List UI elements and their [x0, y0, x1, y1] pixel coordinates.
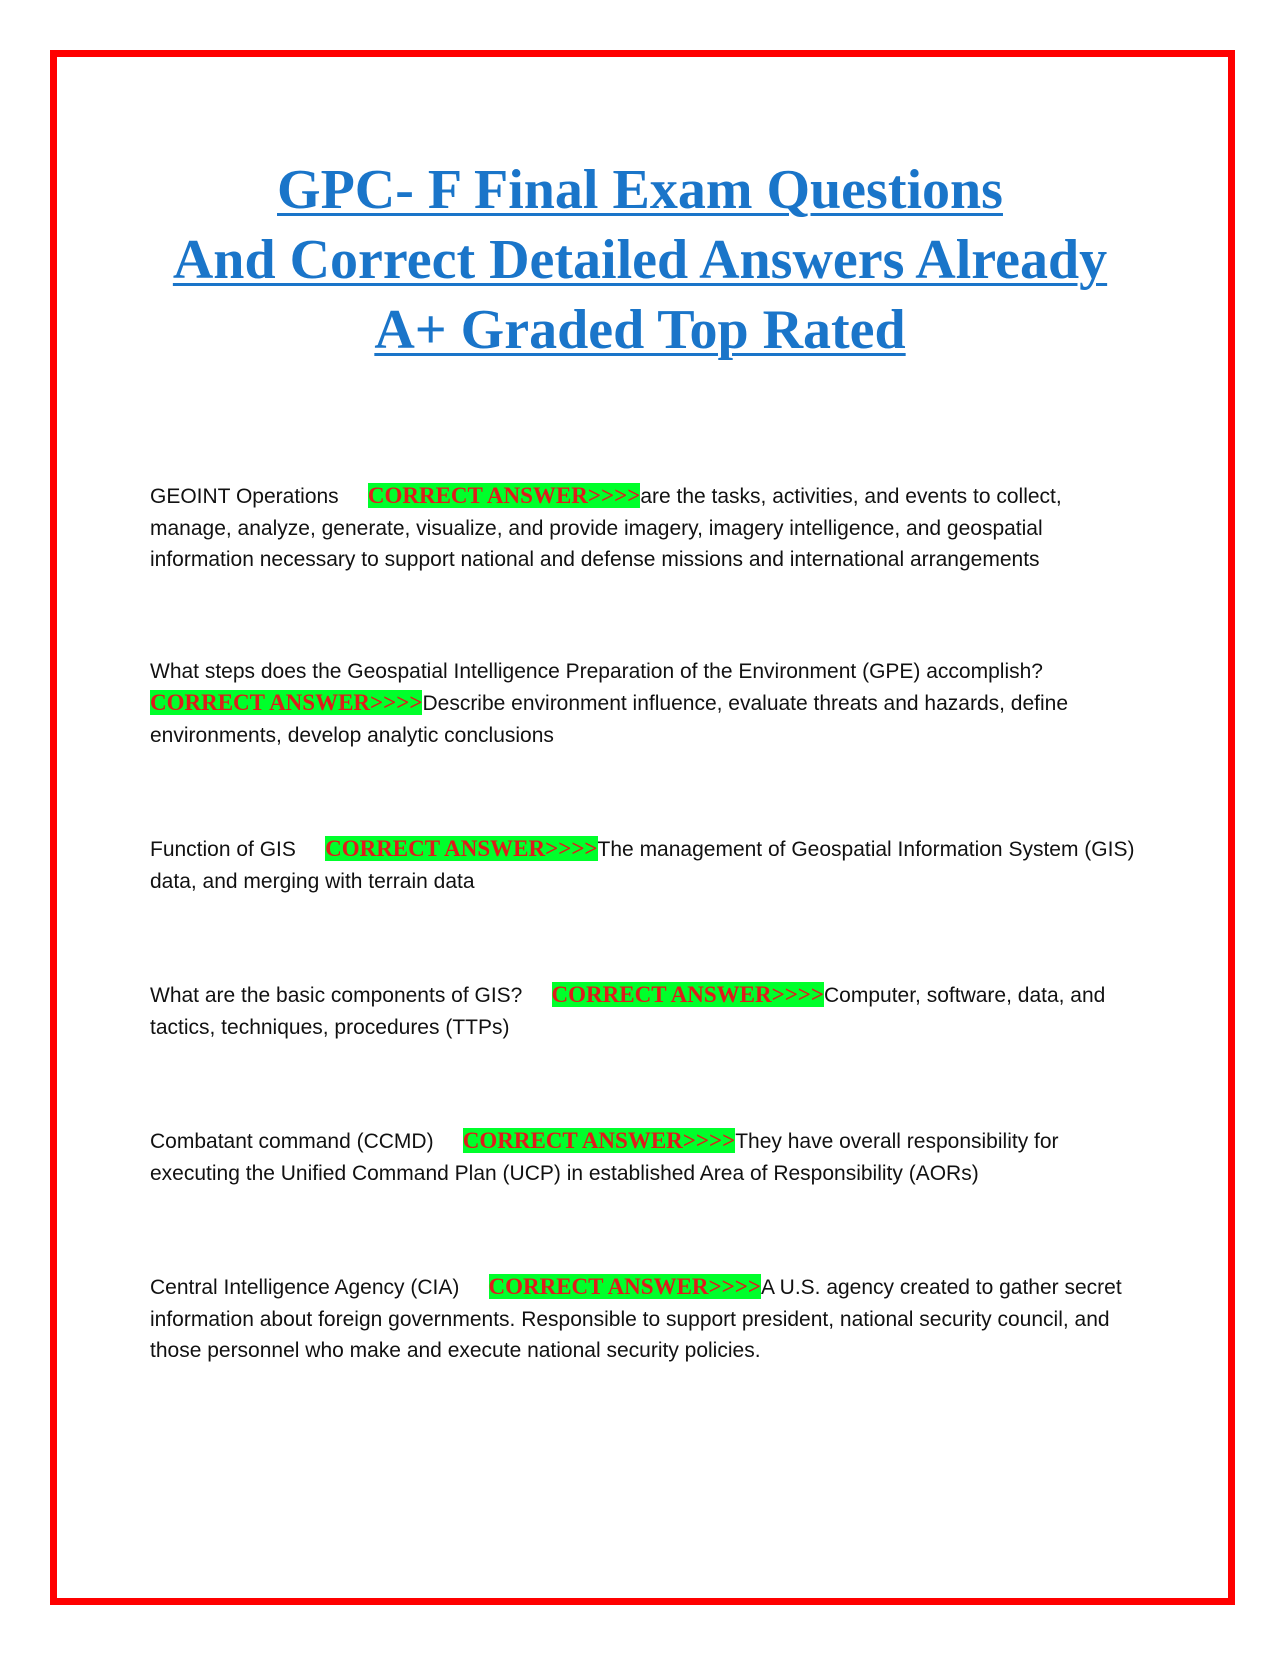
document-title	[60, 155, 1220, 365]
title-line-1: GPC- F Final Exam Questions	[277, 159, 1003, 221]
correct-answer-marker: CORRECT ANSWER>>>>	[150, 690, 423, 715]
title-line-3: A+ Graded Top Rated	[374, 299, 906, 361]
qa-answer: Describe environment influence, evaluate threats and hazards, define environments, develop analytic conclusions	[150, 692, 1069, 747]
correct-answer-marker: CORRECT ANSWER>>>>	[551, 982, 825, 1007]
qa-answer: The management of Geospatial Information System (GIS) data, and merging with terrain data	[150, 838, 1135, 893]
qa-item	[150, 833, 1140, 897]
correct-answer-marker: CORRECT ANSWER>>>>	[325, 836, 598, 861]
qa-question: What are the basic components of GIS?	[150, 984, 552, 1007]
qa-item	[150, 979, 1140, 1043]
qa-item	[150, 480, 1140, 576]
correct-answer-marker: CORRECT ANSWER>>>>	[462, 1128, 736, 1153]
qa-list	[150, 483, 1140, 1367]
qa-answer: Computer, software, data, and tactics, techniques, procedures (TTPs)	[150, 984, 1106, 1039]
title-line-2: And Correct Detailed Answers Already	[172, 229, 1108, 291]
qa-item	[150, 1271, 1140, 1367]
correct-answer-marker: CORRECT ANSWER>>>>	[488, 1274, 761, 1299]
qa-item	[150, 1125, 1140, 1189]
qa-question: Combatant command (CCMD)	[150, 1130, 463, 1153]
correct-answer-marker: CORRECT ANSWER>>>>	[367, 483, 641, 508]
qa-question: GEOINT Operations	[150, 485, 368, 508]
qa-answer: They have overall responsibility for executing the Unified Command Plan (UCP) in established Area of Responsibility (AORs)	[150, 1130, 1059, 1185]
qa-answer: are the tasks, activities, and events to collect, manage, analyze, generate, visualize, and provide imagery, imagery intelligence, and geospatial information necessary to support national and defense missions and international arrangements	[150, 485, 1062, 571]
qa-question: Function of GIS	[150, 838, 326, 861]
qa-answer: A U.S. agency created to gather secret information about foreign governments. Responsible to support president, national security council, and those personnel who make and execute national security policies.	[150, 1276, 1122, 1362]
qa-item	[150, 656, 1140, 752]
qa-question: Central Intelligence Agency (CIA)	[150, 1276, 489, 1299]
qa-question: What steps does the Geospatial Intelligence Preparation of the Environment (GPE) accomplish?	[150, 659, 1073, 683]
